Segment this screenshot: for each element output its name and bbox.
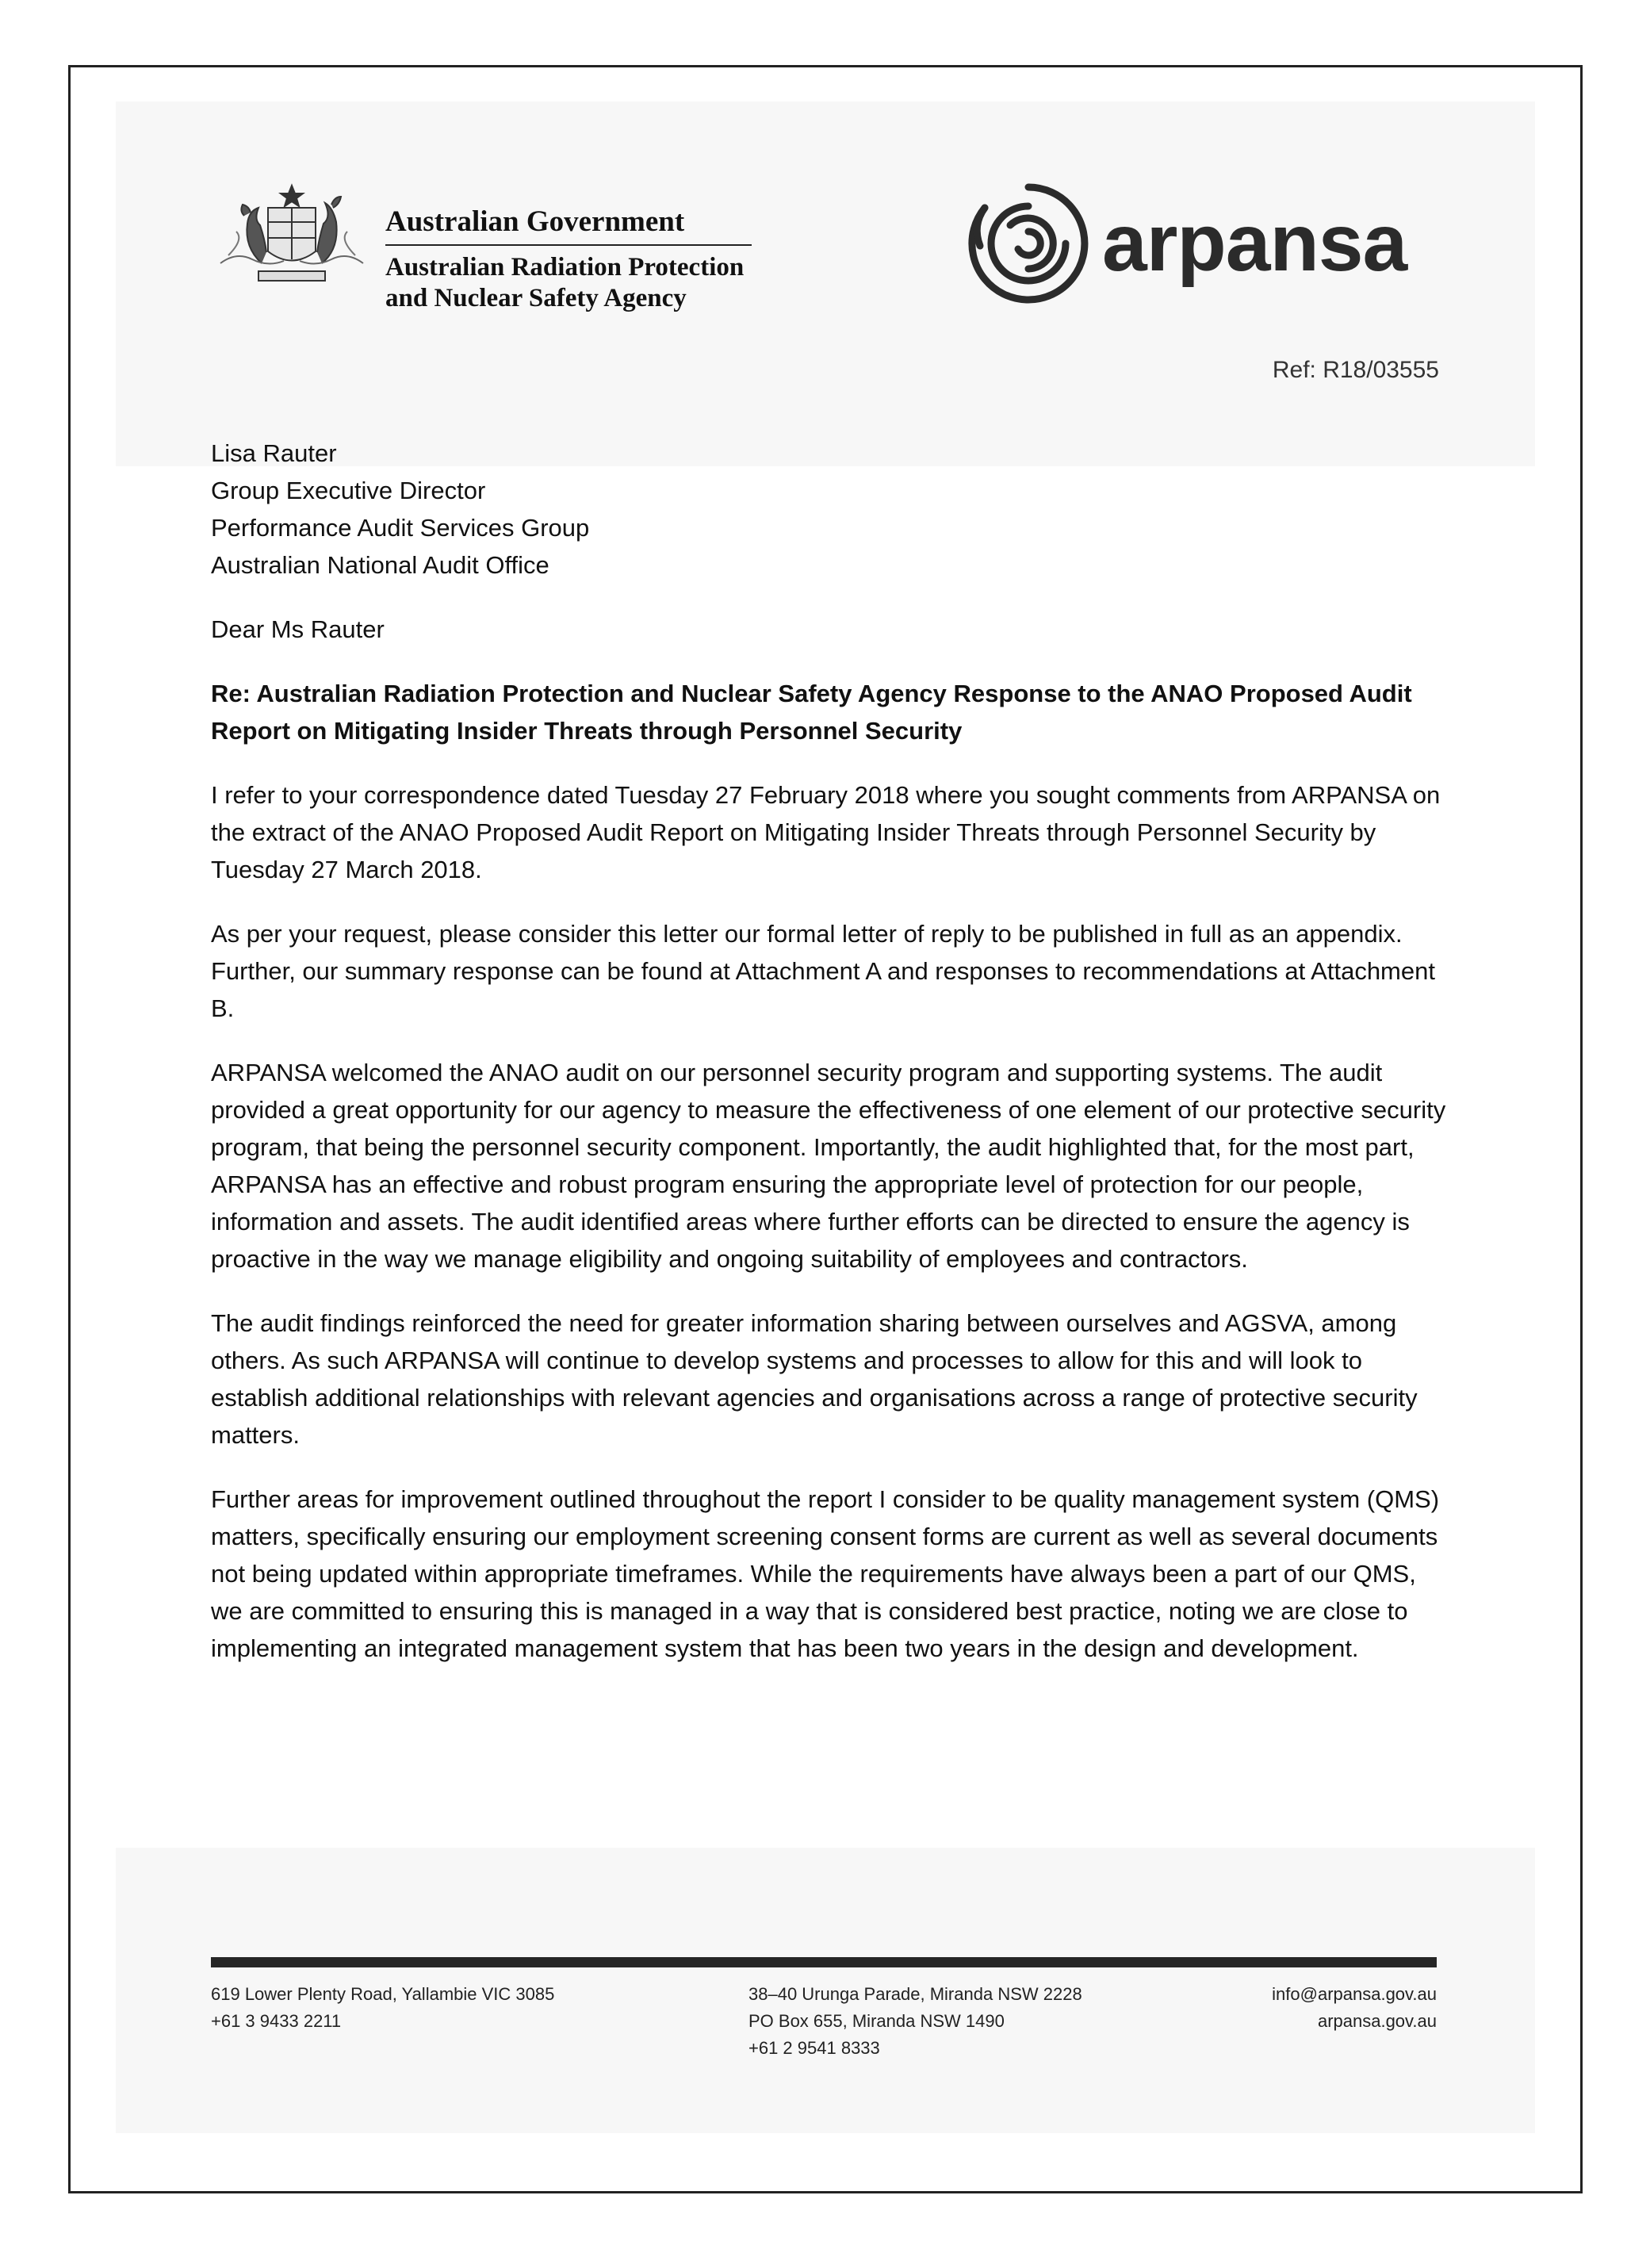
reference-number: Ref: R18/03555: [1272, 357, 1439, 383]
footer-line: 619 Lower Plenty Road, Yallambie VIC 3085: [211, 1984, 555, 2004]
paragraph: [211, 1481, 1448, 1667]
paragraph: [211, 1054, 1448, 1278]
paragraph-text: ARPANSA welcomed the ANAO audit on our personnel security program and supporting systems. The audit provided a great opportunity for our agency to measure the effectiveness of one element of our protective security program, that being the personnel security component. Importantly, the audit highlighted that, for the most part, ARPANSA has an effective and robust program ensuring the appropriate level of protection for our people, information and assets. The audit identified areas where further efforts can be directed to ensure the agency is proactive in the way we manage eligibility and ongoing suitability of employees and contractors.: [211, 1059, 1446, 1273]
addressee-title: Group Executive Director: [211, 477, 486, 504]
footer-website: arpansa.gov.au: [1317, 2011, 1437, 2031]
footer-address-yallambie: [211, 1981, 554, 2035]
addressee-name: Lisa Rauter: [211, 439, 337, 467]
coat-of-arms-icon: [212, 176, 371, 295]
footer-line: 38–40 Urunga Parade, Miranda NSW 2228: [748, 1984, 1082, 2004]
paragraph: [211, 776, 1448, 888]
arpansa-swirl-icon: [961, 176, 1096, 311]
letterhead-rule: [385, 244, 752, 246]
arpansa-wordmark: arpansa: [1102, 197, 1407, 288]
footer-email: info@arpansa.gov.au: [1272, 1984, 1437, 2004]
paragraph: [211, 1304, 1448, 1454]
subject-line: Re: Australian Radiation Protection and Nuclear Safety Agency Response to the ANAO Proposed Audit Report on Mitigating Insider Threats through Personnel Security: [211, 680, 1412, 745]
government-name: Australian Government: [385, 205, 685, 238]
paragraph-text: Further areas for improvement outlined throughout the report I consider to be quality management system (QMS) matters, specifically ensuring our employment screening consent forms are current as well as several documents not being updated within appropriate timeframes. While the requirements have always been a part of our QMS, we are committed to ensuring this is managed in a way that is considered best practice, noting we are close to implementing an integrated management system that has been two years in the design and development.: [211, 1485, 1440, 1662]
footer-rule: [211, 1957, 1437, 1967]
paragraph-text: The audit findings reinforced the need for greater information sharing between ourselves and AGSVA, among others. As such ARPANSA will continue to develop systems and processes to allow for this and will look to establish additional relationships with relevant agencies and organisations across a range of protective security matters.: [211, 1309, 1418, 1449]
addressee-office: Australian National Audit Office: [211, 551, 549, 579]
agency-name-line1: Australian Radiation Protection: [385, 253, 745, 282]
footer-line: PO Box 655, Miranda NSW 1490: [748, 2011, 1005, 2031]
addressee-block: [211, 435, 1448, 584]
footer-phone: +61 2 9541 8333: [748, 2038, 880, 2058]
footer-phone: +61 3 9433 2211: [211, 2011, 342, 2031]
paragraph: [211, 915, 1448, 1027]
footer-address-miranda: [748, 1981, 1082, 2062]
footer-contact: [1272, 1981, 1437, 2035]
paragraph-text: I refer to your correspondence dated Tuesday 27 February 2018 where you sought comments from ARPANSA on the extract of the ANAO Proposed Audit Report on Mitigating Insider Threats through Personnel Security by Tuesday 27 March 2018.: [211, 781, 1441, 883]
paragraph-text: As per your request, please consider this letter our formal letter of reply to be published in full as an appendix. Further, our summary response can be found at Attachment A and responses to recommendations at Attachment B.: [211, 920, 1435, 1022]
government-letterhead: [385, 205, 752, 314]
letter-body: [211, 435, 1448, 1667]
addressee-group: Performance Audit Services Group: [211, 514, 590, 542]
arpansa-logo: [961, 176, 1429, 319]
agency-name-line2: and Nuclear Safety Agency: [385, 284, 687, 312]
salutation: Dear Ms Rauter: [211, 615, 385, 643]
